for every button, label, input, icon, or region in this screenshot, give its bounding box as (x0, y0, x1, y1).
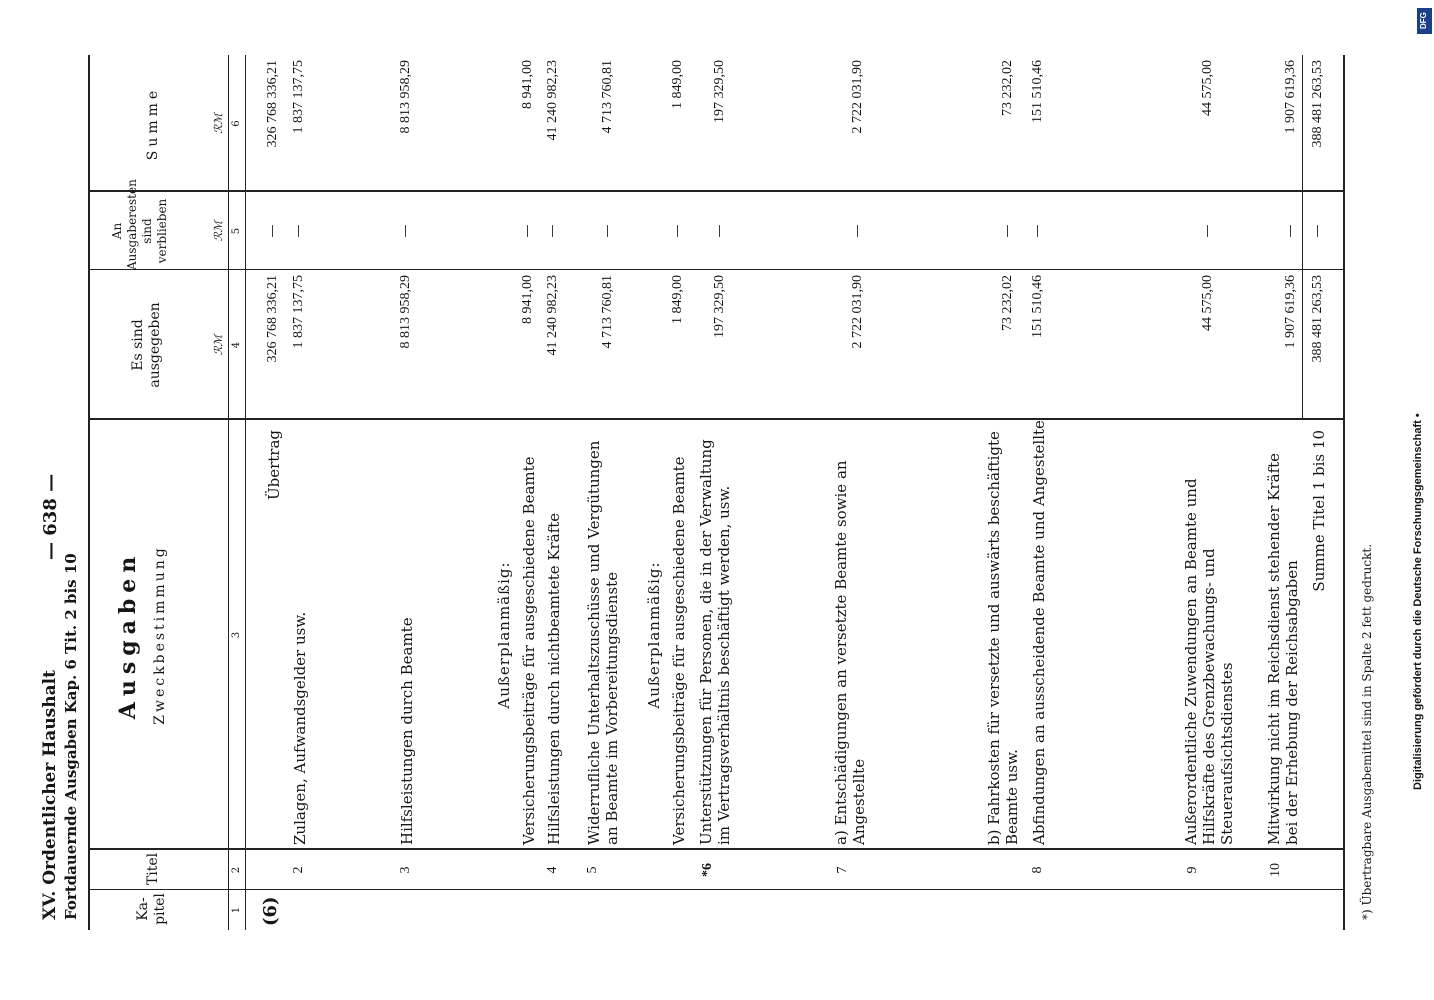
row-titel: 4 (545, 866, 560, 874)
row-reste: — (600, 224, 615, 238)
row-reste: — (1000, 224, 1015, 238)
header-zweckbestimmung: Zweckbestimmung (152, 545, 168, 725)
row-text: Übertrag (265, 430, 283, 501)
row-text: Versicherungsbeiträge für ausgeschiedene Beamte (520, 456, 538, 845)
colno-2: 2 (231, 866, 242, 874)
row-reste: — (1200, 224, 1215, 238)
colno-3: 3 (231, 631, 242, 639)
row-reste: — (712, 224, 727, 238)
side-note-text: Digitalisierung gefördert durch die Deutsche Forschungsgemeinschaft • (1412, 413, 1424, 790)
sum-rule (1302, 55, 1303, 420)
row-ausgegeben: 1 849,00 (670, 275, 685, 324)
row-reste: — (265, 224, 280, 238)
row-ausgegeben: 44 575,00 (1200, 275, 1215, 331)
row-titel: 8 (1030, 866, 1045, 874)
row-summe: 151 510,46 (1030, 60, 1045, 123)
row-total-label: Summe Titel 1 bis 10 (1310, 430, 1328, 592)
row-reste: — (1283, 224, 1298, 238)
colno-5: 5 (231, 227, 242, 235)
header-number-rule (228, 55, 229, 930)
header-left-line2: Fortdauernde Ausgaben Kap. 6 Tit. 2 bis 10 (62, 553, 80, 920)
dfg-logo: DFG (1417, 8, 1432, 34)
row-total-summe: 388 481 263,53 (1310, 60, 1325, 148)
row-summe: 1 907 619,36 (1283, 60, 1298, 134)
col-divider-1 (88, 889, 1343, 890)
row-text: Unterstützungen für Personen, die in der Verwaltung im Vertragsverhältnis beschäftigt werden, usw. (697, 439, 733, 845)
row-reste: — (670, 224, 685, 238)
header-ausgaben: Ausgaben (115, 550, 141, 720)
row-reste: — (1030, 224, 1045, 238)
header-titel: Titel (145, 852, 161, 886)
row-ausgegeben: 41 240 982,23 (545, 275, 560, 356)
col-divider-3 (88, 418, 1343, 420)
page-number: — 638 — (40, 473, 61, 560)
table-bottom-rule (1343, 55, 1345, 930)
row-text: Versicherungsbeiträge für ausgeschiedene Beamte (670, 456, 688, 845)
row-summe: 2 722 031,90 (850, 60, 865, 134)
row-reste: — (398, 224, 413, 238)
row-ausgegeben: 197 329,50 (712, 275, 727, 338)
row-text: a) Entschädigungen an versetzte Beamte sowie an Angestellte (832, 460, 868, 845)
row-text: Zulagen, Aufwandsgelder usw. (291, 611, 309, 845)
colno-6: 6 (231, 120, 242, 127)
row-ausgegeben: 2 722 031,90 (850, 275, 865, 349)
row-ausgegeben: 1 837 137,75 (291, 275, 306, 349)
row-summe: 8 813 958,29 (398, 60, 413, 134)
row-summe: 1 837 137,75 (291, 60, 306, 134)
header-summe: Summe (145, 86, 161, 161)
row-summe: 41 240 982,23 (545, 60, 560, 141)
row-reste: — (520, 224, 535, 238)
row-subheading: Außerplanmäßig: (495, 561, 513, 709)
row-titel: 10 (1268, 863, 1283, 877)
row-titel: 3 (398, 866, 413, 874)
row-summe: 44 575,00 (1200, 60, 1215, 116)
row-total-ausgegeben: 388 481 263,53 (1310, 275, 1325, 363)
rm-label-6: ℛℳ (212, 113, 225, 134)
row-titel: 2 (291, 866, 306, 874)
row-ausgegeben: 4 713 760,81 (600, 275, 615, 349)
header-reste: An Ausgaberesten sind verblieben (110, 179, 169, 270)
row-ausgegeben: 8 941,00 (520, 275, 535, 324)
kapitel-value: (6) (260, 896, 281, 926)
row-total-reste: — (1310, 224, 1325, 238)
row-summe: 73 232,02 (1000, 60, 1015, 116)
row-text: Abfindungen an ausscheidende Beamte und Angestellte (1030, 420, 1048, 845)
row-titel: 9 (1185, 866, 1200, 874)
row-text: Hilfsleistungen durch nichtbeamtete Kräfte (545, 512, 563, 845)
row-subheading: Außerplanmäßig: (645, 561, 663, 709)
row-summe: 197 329,50 (712, 60, 727, 123)
row-summe: 326 768 336,21 (265, 60, 280, 148)
rm-label-5: ℛℳ (212, 220, 225, 242)
row-reste: — (850, 224, 865, 238)
col-divider-2 (88, 848, 1343, 850)
colno-1: 1 (231, 906, 242, 914)
row-ausgegeben: 1 907 619,36 (1283, 275, 1298, 349)
row-ausgegeben: 8 813 958,29 (398, 275, 413, 349)
side-note (1412, 390, 1434, 790)
row-ausgegeben: 151 510,46 (1030, 275, 1045, 338)
row-text: Außerordentliche Zuwendungen an Beamte und Hilfskräfte des Grenzbewachungs- und Steueraufsichtsdienstes (1182, 478, 1236, 845)
header-kapitel: Ka- pitel (135, 893, 168, 925)
row-reste: — (545, 224, 560, 238)
row-titel: 7 (835, 866, 850, 874)
rm-label-4: ℛℳ (212, 334, 225, 356)
colno-4: 4 (231, 341, 242, 349)
row-titel: *6 (700, 863, 715, 877)
row-summe: 1 849,00 (670, 60, 685, 109)
row-ausgegeben: 326 768 336,21 (265, 275, 280, 363)
row-titel: 5 (585, 866, 600, 874)
table-top-rule (88, 55, 90, 930)
row-text: Hilfsleistungen durch Beamte (398, 617, 416, 845)
footnote: *) Übertragbare Ausgabemittel sind in Spalte 2 fett gedruckt. (1360, 543, 1374, 920)
row-reste: — (291, 224, 306, 238)
row-summe: 4 713 760,81 (600, 60, 615, 134)
row-summe: 8 941,00 (520, 60, 535, 109)
header-ausgegeben: Es sind ausgegeben (130, 302, 163, 388)
header-left-line1: XV. Ordentlicher Haushalt (40, 670, 60, 920)
row-text: Widerrufliche Unterhaltszuschüsse und Vergütungen an Beamte im Vorbereitungsdienste (585, 440, 621, 845)
row-text: Mitwirkung nicht im Reichsdienst stehender Kräfte bei der Erhebung der Reichsabgaben (1265, 452, 1301, 845)
row-ausgegeben: 73 232,02 (1000, 275, 1015, 331)
row-text: b) Fahrkosten für versetzte und auswärts beschäftigte Beamte usw. (985, 431, 1021, 845)
header-bottom-rule (245, 55, 246, 930)
